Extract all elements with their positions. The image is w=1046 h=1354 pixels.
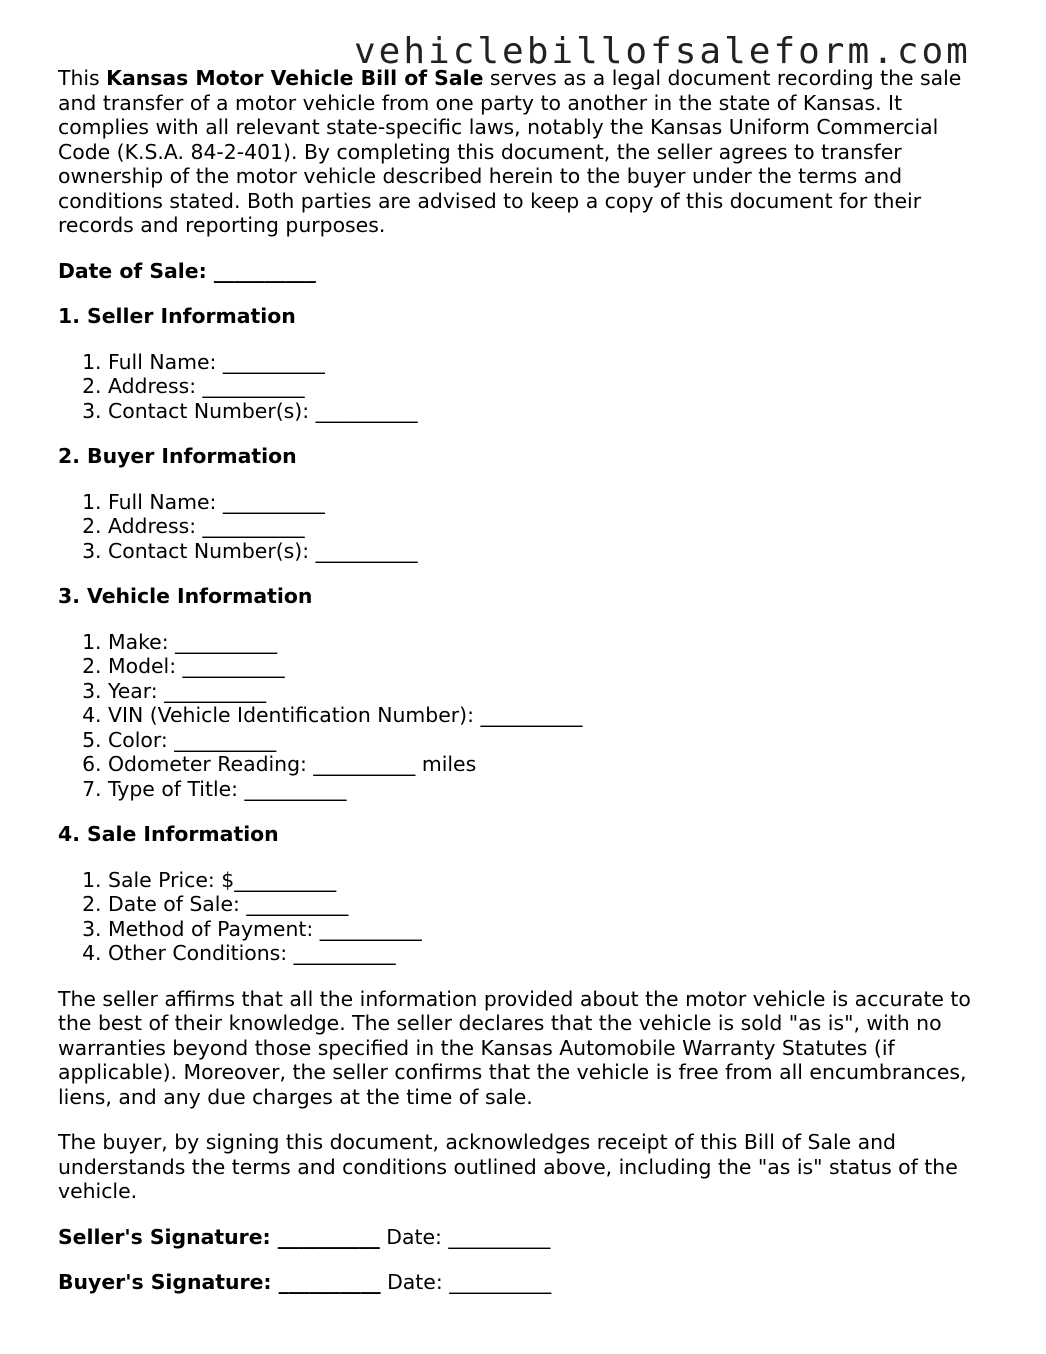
sale-price: 1. Sale Price: $__________ xyxy=(108,868,988,893)
watermark: vehiclebillofsaleform.com xyxy=(354,31,971,72)
buyer-acknowledgement-paragraph: The buyer, by signing this document, acknowledges receipt of this Bill of Sale and understands the terms and conditions outlined above, including the "as is" status of the vehicle. xyxy=(58,1130,958,1203)
buyer-full-name: 1. Full Name: __________ xyxy=(108,490,988,515)
intro-paragraph xyxy=(58,66,988,238)
vehicle-year: 3. Year: __________ xyxy=(108,679,988,704)
buyer-contact: 3. Contact Number(s): __________ xyxy=(108,539,988,564)
section-title-buyer: 2. Buyer Information xyxy=(58,444,297,468)
payment-method: 3. Method of Payment: __________ xyxy=(108,917,988,942)
seller-signature-line xyxy=(58,1225,988,1250)
section-title-seller: 1. Seller Information xyxy=(58,304,296,328)
seller-address: 2. Address: __________ xyxy=(108,374,988,399)
intro-body: serves as a legal document recording the sale and transfer of a motor vehicle from one party to another in the state of Kansas. It complies with all relevant state-specific laws, notably the Kansas Uniform Commercial Code (K.S.A. 84-2-401). By completing this document, the seller agrees to transfer ownership of the motor vehicle described herein to the buyer under the terms and conditions stated. Both parties are advised to keep a copy of this document for their records and reporting purposes. xyxy=(58,66,962,237)
vehicle-title-type: 7. Type of Title: __________ xyxy=(108,777,988,802)
seller-affirmation-paragraph: The seller affirms that all the information provided about the motor vehicle is accurate to the best of their knowledge. The seller declares that the vehicle is sold "as is", with no warranties beyond those specified in the Kansas Automobile Warranty Statutes (if applicable). Moreover, the seller confirms that the vehicle is free from all encumbrances, liens, and any due charges at the time of sale. xyxy=(58,986,971,1109)
sale-date: 2. Date of Sale: __________ xyxy=(108,892,988,917)
date-of-sale-line: Date of Sale: __________ xyxy=(58,258,316,283)
vehicle-model: 2. Model: __________ xyxy=(108,654,988,679)
vehicle-odometer: 6. Odometer Reading: __________ miles xyxy=(108,752,988,777)
buyer-address: 2. Address: __________ xyxy=(108,514,988,539)
sale-info-list xyxy=(58,868,988,966)
vehicle-make: 1. Make: __________ xyxy=(108,630,988,655)
intro-document-name: Kansas Motor Vehicle Bill of Sale xyxy=(106,66,484,90)
buyer-signature-line xyxy=(58,1270,988,1295)
buyer-signature-date: Date: __________ xyxy=(380,1270,552,1294)
seller-full-name: 1. Full Name: __________ xyxy=(108,350,988,375)
buyer-info-list xyxy=(58,490,988,564)
seller-signature-label: Seller's Signature: __________ xyxy=(58,1224,380,1249)
section-title-sale: 4. Sale Information xyxy=(58,822,279,846)
vehicle-color: 5. Color: __________ xyxy=(108,728,988,753)
seller-signature-date: Date: __________ xyxy=(379,1224,551,1249)
seller-contact: 3. Contact Number(s): __________ xyxy=(108,399,988,424)
vehicle-vin: 4. VIN (Vehicle Identification Number): __________ xyxy=(108,703,988,728)
buyer-signature-label: Buyer's Signature: __________ xyxy=(58,1270,381,1294)
other-conditions: 4. Other Conditions: __________ xyxy=(108,941,988,966)
vehicle-info-list xyxy=(58,630,988,802)
bill-of-sale-document xyxy=(58,66,988,1316)
seller-info-list xyxy=(58,350,988,424)
intro-prefix: This xyxy=(58,66,107,90)
section-title-vehicle: 3. Vehicle Information xyxy=(58,584,313,608)
